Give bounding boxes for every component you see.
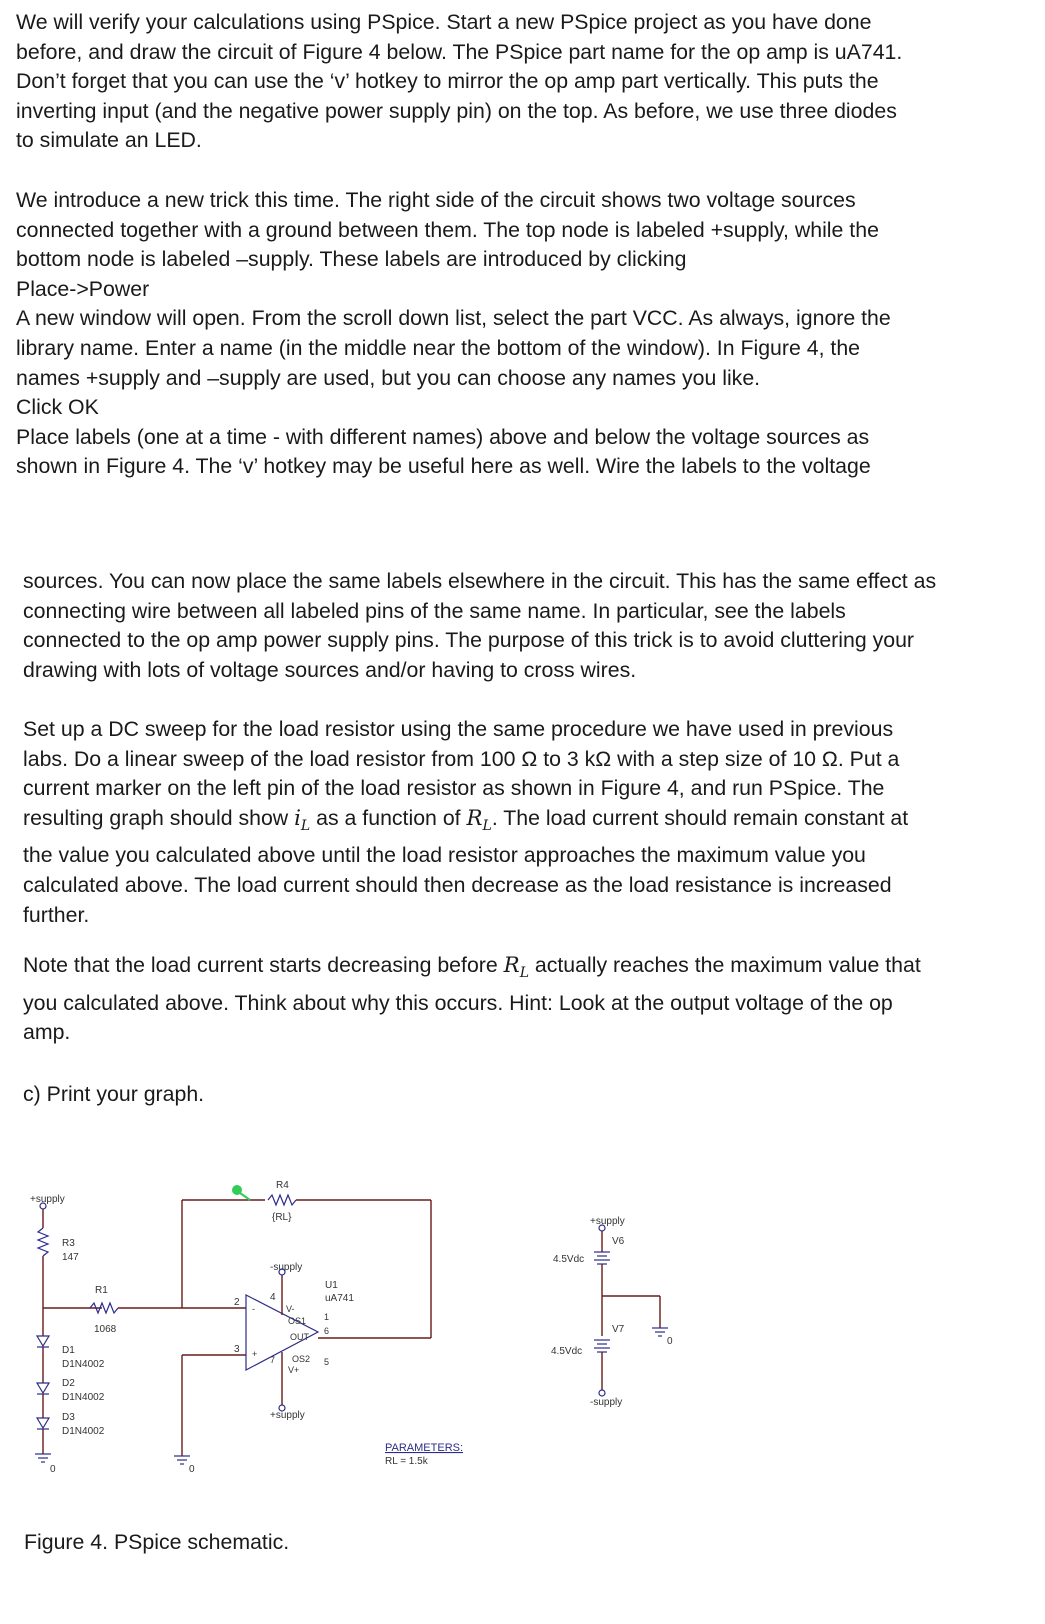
minus-supply-label-right: -supply: [590, 1397, 623, 1408]
d3-diode: [37, 1418, 49, 1429]
text-run: resulting graph should show: [23, 805, 295, 830]
minus-supply-label-top: -supply: [270, 1262, 303, 1273]
d1-part: D1N4002: [62, 1359, 105, 1370]
text-run: actually reaches the maximum value that: [528, 953, 921, 977]
labels-continued-paragraph: [23, 567, 1023, 685]
ground-icon: [174, 1456, 190, 1464]
v6-value: 4.5Vdc: [553, 1254, 585, 1265]
u1-name: U1: [325, 1280, 338, 1291]
inverting-sign: -: [252, 1304, 255, 1314]
text-line: Place->Power: [16, 276, 150, 301]
ground-icon: [652, 1328, 668, 1336]
parameters-value: RL = 1.5k: [385, 1456, 428, 1467]
text-line: the value you calculated above until the load resistor approaches the maximum value you: [23, 843, 866, 868]
dc-sweep-paragraph: [23, 715, 1023, 930]
print-graph-instruction: c) Print your graph.: [23, 1082, 205, 1106]
d3-name: D3: [62, 1412, 75, 1423]
plus-supply-label-right: +supply: [590, 1216, 625, 1227]
text-run: . The load current should remain constant at: [491, 805, 909, 830]
text-line: current marker on the left pin of the load resistor as shown in Figure 4, and run PSpice. The: [23, 776, 885, 801]
ground-label-mid: 0: [189, 1464, 195, 1475]
pin5-label: 5: [324, 1357, 330, 1367]
v7-value: 4.5Vdc: [551, 1346, 583, 1357]
pin4-label: 4: [270, 1292, 276, 1303]
subscript-l: L: [519, 965, 529, 981]
power-pin-marker: [599, 1390, 605, 1396]
d2-diode: [37, 1383, 49, 1394]
text-line: connected to the op amp power supply pins. The purpose of this trick is to avoid cluttering your: [23, 628, 915, 653]
load-resistance-symbol: R: [503, 953, 520, 978]
pin-os2: OS2: [292, 1354, 311, 1364]
parameters-title: PARAMETERS:: [385, 1442, 464, 1454]
subscript-l: L: [482, 817, 492, 834]
text-line: calculated above. The load current should then decrease as the load resistance is increased: [23, 872, 892, 897]
text-line: inverting input (and the negative power supply pin) on the top. As before, we use three diodes: [16, 98, 897, 123]
text-line: Set up a DC sweep for the load resistor using the same procedure we have used in previous: [23, 717, 894, 741]
current-marker-lead: [240, 1193, 250, 1200]
pspice-schematic: [0, 1160, 1045, 1500]
v7-battery-icon: [594, 1340, 610, 1352]
text-line: library name. Enter a name (in the middle near the bottom of the window). In Figure 4, the: [16, 335, 861, 360]
text-line: further.: [23, 902, 90, 927]
note-paragraph: [23, 951, 1023, 1048]
text-line: We will verify your calculations using PSpice. Start a new PSpice project as you have done: [16, 10, 872, 34]
ground-label-right: 0: [667, 1336, 673, 1347]
r4-load-resistor: [268, 1195, 296, 1205]
d1-name: D1: [62, 1345, 75, 1356]
pin3-label: 3: [234, 1344, 240, 1355]
text-line: Click OK: [16, 395, 99, 420]
load-current-symbol: i: [294, 805, 301, 831]
text-line: before, and draw the circuit of Figure 4 below. The PSpice part name for the op amp is uA741.: [16, 39, 903, 64]
load-resistance-symbol: R: [466, 805, 483, 831]
d2-name: D2: [62, 1378, 75, 1389]
ground-label-left: 0: [50, 1464, 56, 1475]
text-line: shown in Figure 4. The ‘v’ hotkey may be useful here as well. Wire the labels to the voltage: [16, 454, 871, 479]
figure-caption: Figure 4. PSpice schematic.: [24, 1530, 290, 1554]
text-line: [23, 804, 1023, 842]
d3-part: D1N4002: [62, 1426, 105, 1437]
text-line: connected together with a ground between them. The top node is labeled +supply, while the: [16, 217, 879, 242]
text-line: bottom node is labeled –supply. These labels are introduced by clicking: [16, 247, 687, 272]
pin2-label: 2: [234, 1297, 240, 1308]
text-line: labs. Do a linear sweep of the load resistor from 100 Ω to 3 kΩ with a step size of 10 Ω. Put a: [23, 746, 900, 771]
r3-resistor: [38, 1228, 48, 1256]
text-line: amp.: [23, 1020, 71, 1045]
v6-name: V6: [612, 1236, 625, 1247]
subscript-l: L: [300, 817, 311, 834]
r4-name: R4: [276, 1180, 289, 1191]
pin7-label: 7: [270, 1355, 276, 1365]
text-line: you calculated above. Think about why this occurs. Hint: Look at the output voltage of the op: [23, 990, 893, 1015]
pin-vplus: V+: [288, 1365, 300, 1375]
text-line: to simulate an LED.: [16, 128, 202, 153]
text-run: as a function of: [310, 805, 467, 830]
pin-out: OUT: [290, 1332, 309, 1342]
labels-trick-paragraph: [16, 186, 1016, 482]
r3-value: 147: [62, 1252, 79, 1263]
text-line: Place labels (one at a time - with different names) above and below the voltage sources as: [16, 424, 870, 449]
plus-supply-label-bottom: +supply: [270, 1410, 305, 1421]
text-line: sources. You can now place the same labels elsewhere in the circuit. This has the same effect as: [23, 569, 937, 593]
text-line: We introduce a new trick this time. The right side of the circuit shows two voltage sources: [16, 188, 856, 212]
r4-value: {RL}: [272, 1212, 292, 1223]
text-run: Note that the load current starts decreasing before: [23, 953, 504, 977]
pin-vminus: V-: [286, 1304, 295, 1314]
text-line: [23, 951, 1023, 989]
text-line: names +supply and –supply are used, but you can choose any names you like.: [16, 365, 761, 390]
v7-name: V7: [612, 1324, 625, 1335]
plus-supply-label-left: +supply: [30, 1194, 65, 1205]
noninverting-sign: +: [252, 1349, 258, 1359]
text-line: connecting wire between all labeled pins of the same name. In particular, see the labels: [23, 598, 846, 623]
r1-value: 1068: [94, 1324, 117, 1335]
r3-name: R3: [62, 1238, 75, 1249]
pin6-label: 6: [324, 1326, 330, 1336]
d1-diode: [37, 1336, 49, 1347]
intro-paragraph: [16, 8, 1016, 156]
text-line: drawing with lots of voltage sources and/or having to cross wires.: [23, 657, 637, 682]
text-line: Don’t forget that you can use the ‘v’ hotkey to mirror the op amp part vertically. This puts the: [16, 69, 879, 94]
v6-battery-icon: [594, 1252, 610, 1264]
u1-part: uA741: [325, 1293, 354, 1304]
pin1-label: 1: [324, 1312, 330, 1322]
d2-part: D1N4002: [62, 1392, 105, 1403]
r1-name: R1: [95, 1285, 108, 1296]
pin-os1: OS1: [288, 1316, 307, 1326]
text-line: A new window will open. From the scroll down list, select the part VCC. As always, ignore the: [16, 306, 891, 331]
ground-icon: [35, 1454, 51, 1462]
